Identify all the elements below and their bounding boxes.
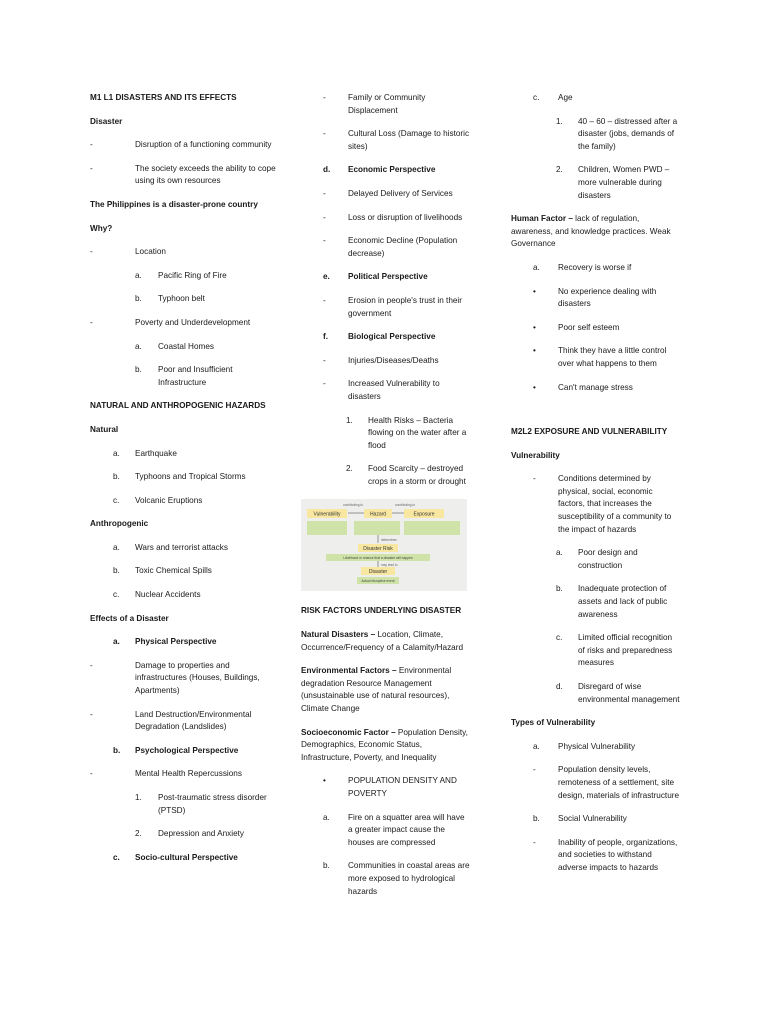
list-sub-item: d. Disregard of wise environmental management	[556, 682, 680, 704]
list-item: b. Typhoons and Tropical Storms	[113, 472, 246, 482]
list-sub-item: 2. Depression and Anxiety	[135, 829, 245, 839]
list-sub-item: a. Pacific Ring of Fire	[135, 270, 227, 280]
heading-risk-factors: RISK FACTORS UNDERLYING DISASTER	[301, 606, 462, 616]
list-item: - Inability of people, organizations, and societies to withstand adverse impacts to hazards	[533, 837, 678, 872]
bullet-item: • Think they have a little control over what happens to them	[533, 346, 667, 368]
hazard-desc-box	[354, 521, 400, 535]
heading-vulnerability: Vulnerability	[511, 450, 560, 460]
list-item: c. Volcanic Eruptions	[113, 495, 203, 505]
list-item: a. Earthquake	[113, 448, 177, 458]
list-sub-item: 1. 40 – 60 – distressed after a disaster (jobs, demands of the family)	[556, 116, 678, 151]
list-item: a. Physical Vulnerability	[533, 741, 636, 751]
list-item: - Family or Community Displacement	[323, 93, 426, 115]
list-item: - Conditions determined by physical, social, economic factors, that increases the susceptibility of a community to the impact of hazards	[533, 474, 672, 534]
diagram-label: Disaster	[368, 569, 388, 576]
list-item: - Increased Vulnerability to disasters	[323, 379, 440, 401]
list-sub-item: 2. Children, Women PWD – more vulnerable during disasters	[556, 165, 670, 200]
heading-natural-anthropogenic: NATURAL AND ANTHROPOGENIC HAZARDS	[90, 401, 266, 411]
heading-why: Why?	[90, 223, 113, 233]
list-sub-item: 2. Food Scarcity – destroyed crops in a storm or drought	[346, 464, 466, 486]
paragraph-environmental: Environmental Factors – Environmental degradation Resource Management (unsustainable use of natural resources), Climate Change	[301, 666, 452, 714]
list-item: b. Toxic Chemical Spills	[113, 566, 212, 576]
diagram-label: Exposure	[413, 511, 435, 518]
paragraph-human-factor: Human Factor – lack of regulation, awareness, and knowledge practices. Weak Governance	[511, 214, 671, 249]
paragraph-natural-disasters: Natural Disasters – Location, Climate, Occurrence/Frequency of a Calamity/Hazard	[301, 630, 463, 652]
vulnerability-desc-box	[307, 521, 347, 535]
list-sub-item: c. Limited official recognition of risks and preparedness measures	[556, 633, 673, 668]
column-right	[511, 92, 681, 886]
diagram-note: Likelihood or chance that a disaster will happen	[343, 556, 413, 561]
diagram-note: contributing to	[343, 503, 364, 508]
heading-effects: Effects of a Disaster	[90, 613, 169, 623]
list-sub-item: a. Coastal Homes	[135, 341, 214, 351]
diagram-note: contributing to	[395, 503, 416, 508]
list-item: - Land Destruction/Environmental Degradation (Landslides)	[90, 709, 252, 732]
diagram-label: Disaster Risk	[363, 546, 393, 553]
subheading-psychological: b. Psychological Perspective	[113, 745, 239, 755]
list-sub-item: a. Poor design and construction	[556, 548, 638, 570]
list-sub-item: 1. Health Risks – Bacteria flowing on the water after a flood	[346, 415, 467, 450]
list-item: c. Nuclear Accidents	[113, 590, 201, 600]
list-item: c. Age	[533, 93, 573, 102]
list-sub-item: b. Inadequate protection of assets and lack of public awareness	[556, 584, 668, 619]
disaster-risk-diagram	[301, 499, 467, 591]
diagram-note: may lead to	[381, 563, 398, 568]
bullet-item: • Poor self esteem	[533, 322, 620, 332]
subheading-socio-cultural: c. Socio-cultural Perspective	[113, 852, 238, 862]
list-sub-item: b. Typhoon belt	[135, 294, 205, 304]
diagram-note: Actual disruptive event	[361, 579, 395, 584]
list-item: - Poverty and Underdevelopment	[90, 317, 251, 327]
list-item: - Damage to properties and infrastructures (Houses, Buildings, Apartments)	[90, 660, 260, 696]
list-item: a. Fire on a squatter area will have a greater impact cause the houses are compressed	[323, 812, 465, 847]
list-item: - Mental Health Repercussions	[90, 769, 242, 779]
list-item: - The society exceeds the ability to cope using its own resources	[90, 163, 276, 186]
heading-anthropogenic: Anthropogenic	[90, 519, 149, 529]
list-item: - Erosion in people's trust in their government	[323, 295, 462, 318]
list-item: - Loss or disruption of livelihoods	[323, 212, 463, 222]
paragraph-socioeconomic: Socioeconomic Factor – Population Density, Demographics, Economic Status, Infrastructure, Poverty, and Inequality	[301, 727, 468, 762]
subheading-biological: f. Biological Perspective	[323, 332, 436, 342]
list-item: - Population density levels, remoteness of a settlement, site design, materials of infrastructure	[533, 765, 680, 800]
list-item: a. Recovery is worse if	[533, 262, 632, 272]
list-item: - Location	[90, 247, 166, 257]
bullet-item: • Can't manage stress	[533, 382, 633, 392]
list-item: a. Wars and terrorist attacks	[113, 542, 228, 552]
heading-natural: Natural	[90, 424, 119, 434]
diagram-note: determines	[381, 538, 397, 543]
list-item: - Cultural Loss (Damage to historic sites)	[323, 129, 470, 151]
heading-disaster: Disaster	[90, 116, 123, 126]
list-sub-item: b. Poor and Insufficient Infrastructure	[135, 365, 233, 387]
exposure-desc-box	[404, 521, 460, 535]
diagram-label: Hazard	[369, 511, 387, 518]
subheading-economic: d. Economic Perspective	[323, 165, 436, 175]
subheading-political: e. Political Perspective	[323, 272, 428, 282]
list-item: - Disruption of a functioning community	[90, 140, 272, 150]
heading-philippines: The Philippines is a disaster-prone country	[90, 199, 258, 209]
bullet-item: • No experience dealing with disasters	[533, 286, 657, 309]
list-item: - Injuries/Diseases/Deaths	[323, 355, 439, 365]
list-sub-item: 1. Post-traumatic stress disorder (PTSD)	[135, 793, 267, 815]
diagram-label: Vulnerability	[313, 511, 341, 518]
list-item: - Delayed Delivery of Services	[323, 188, 453, 198]
heading-types-of-vulnerability: Types of Vulnerability	[511, 718, 596, 728]
bullet-item: • POPULATION DENSITY AND POVERTY	[323, 776, 457, 798]
column-left	[90, 92, 280, 875]
list-item: - Economic Decline (Population decrease)	[323, 236, 458, 258]
column-middle	[301, 92, 471, 909]
heading-m2l2: M2L2 EXPOSURE AND VULNERABILITY	[511, 427, 668, 437]
page-title: M1 L1 DISASTERS AND ITS EFFECTS	[90, 93, 237, 102]
list-item: b. Social Vulnerability	[533, 814, 627, 824]
subheading-physical: a. Physical Perspective	[113, 637, 217, 647]
list-item: b. Communities in coastal areas are more exposed to hydrological hazards	[323, 861, 470, 896]
